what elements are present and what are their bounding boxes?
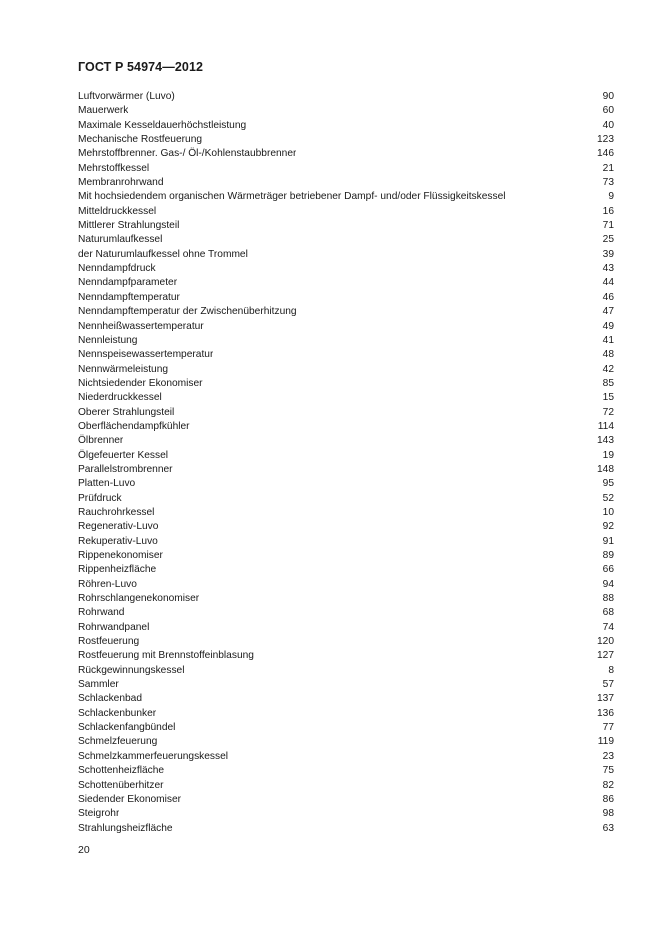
- index-entry: [78, 807, 614, 821]
- index-term: Nenndampftemperatur: [78, 291, 180, 303]
- index-page-ref: 75: [602, 765, 614, 777]
- index-entry: [78, 205, 614, 219]
- index-entry: [78, 563, 614, 577]
- index-entry: [78, 635, 614, 649]
- index-term: Strahlungsheizfläche: [78, 822, 173, 834]
- index-entry: [78, 793, 614, 807]
- index-term: Schottenheizfläche: [78, 765, 165, 777]
- index-term: Rohrwand: [78, 607, 125, 619]
- index-term: Rippenekonomiser: [78, 550, 163, 561]
- index-entry: [78, 291, 614, 305]
- index-term: Ölbrenner: [78, 435, 124, 447]
- index-page-ref: 72: [602, 406, 614, 418]
- index-entry: [78, 248, 614, 262]
- index-entry: [78, 592, 614, 606]
- index-page-ref: 86: [602, 793, 614, 805]
- index-page-ref: 91: [602, 535, 614, 547]
- index-page-ref: 41: [602, 334, 614, 346]
- index-term: Niederdruckkessel: [78, 392, 162, 404]
- index-page-ref: 95: [602, 478, 614, 490]
- index-term: Mit hochsiedendem organischen Wärmeträger betriebener Dampf- und/oder Flüssigkeitskessel: [78, 191, 506, 203]
- index-term: Schlackenbunker: [78, 707, 157, 719]
- index-page-ref: 143: [597, 435, 614, 447]
- index-page-ref: 48: [602, 349, 614, 361]
- alphabetical-index: [78, 90, 614, 836]
- index-page-ref: 94: [602, 578, 614, 590]
- index-entry: [78, 692, 614, 706]
- index-page-ref: 82: [602, 779, 614, 791]
- index-page-ref: 47: [602, 306, 614, 318]
- index-term: Mauerwerk: [78, 105, 129, 117]
- index-term: Rekuperativ-Luvo: [78, 535, 158, 547]
- index-entry: [78, 119, 614, 133]
- index-entry: [78, 549, 614, 563]
- index-term: Rippenheizfläche: [78, 564, 157, 576]
- index-entry: [78, 348, 614, 362]
- index-page-ref: 63: [602, 822, 614, 834]
- index-term: der Naturumlaufkessel ohne Trommel: [78, 248, 248, 260]
- index-page-ref: 85: [602, 377, 614, 389]
- index-page-ref: 23: [602, 750, 614, 762]
- index-page-ref: 119: [597, 736, 614, 748]
- index-term: Rostfeuerung: [78, 636, 140, 648]
- index-entry: [78, 535, 614, 549]
- index-term: Mechanische Rostfeuerung: [78, 134, 203, 146]
- index-entry: [78, 434, 614, 448]
- index-entry: [78, 276, 614, 290]
- index-entry: [78, 779, 614, 793]
- index-term: Schlackenbad: [78, 693, 143, 705]
- index-page-ref: 25: [602, 234, 614, 246]
- index-entry: [78, 764, 614, 778]
- index-page-ref: 146: [597, 148, 614, 160]
- index-page-ref: 136: [597, 707, 614, 719]
- index-page-ref: 137: [597, 693, 614, 705]
- index-entry: [78, 334, 614, 348]
- index-page-ref: 77: [602, 722, 614, 734]
- index-entry: [78, 678, 614, 692]
- index-page-ref: 40: [602, 119, 614, 131]
- index-entry: [78, 477, 614, 491]
- index-page-ref: 60: [602, 105, 614, 117]
- index-term: Nennwärmeleistung: [78, 363, 169, 375]
- index-term: Nenndampftemperatur der Zwischenüberhitzung: [78, 306, 297, 318]
- index-term: Rohrschlangenekonomiser: [78, 593, 200, 605]
- index-entry: [78, 735, 614, 749]
- index-entry: [78, 233, 614, 247]
- index-entry: [78, 190, 614, 204]
- index-term: Steigrohr: [78, 808, 120, 820]
- index-page-ref: 90: [602, 91, 614, 102]
- index-page-ref: 68: [602, 607, 614, 619]
- index-term: Schmelzfeuerung: [78, 736, 158, 748]
- index-term: Regenerativ-Luvo: [78, 521, 159, 533]
- index-page-ref: 21: [602, 162, 614, 174]
- index-term: Schottenüberhitzer: [78, 779, 164, 791]
- index-entry: [78, 463, 614, 477]
- index-entry: [78, 520, 614, 534]
- index-entry: [78, 262, 614, 276]
- index-page-ref: 120: [597, 636, 614, 648]
- index-term: Sammler: [78, 679, 119, 691]
- index-page-ref: 127: [597, 650, 614, 662]
- index-term: Ölgefeuerter Kessel: [78, 449, 169, 461]
- index-page-ref: 39: [602, 248, 614, 260]
- index-entry: [78, 621, 614, 635]
- index-entry: [78, 492, 614, 506]
- index-page-ref: 123: [597, 134, 614, 146]
- index-entry: [78, 90, 614, 104]
- index-entry: [78, 377, 614, 391]
- index-page-ref: 9: [608, 191, 614, 203]
- index-term: Rostfeuerung mit Brennstoffeinblasung: [78, 650, 254, 662]
- index-entry: [78, 219, 614, 233]
- index-entry: [78, 506, 614, 520]
- index-entry: [78, 750, 614, 764]
- index-entry: [78, 449, 614, 463]
- index-entry: [78, 162, 614, 176]
- index-entry: [78, 664, 614, 678]
- index-entry: [78, 104, 614, 118]
- index-entry: [78, 176, 614, 190]
- index-term: Nennspeisewassertemperatur: [78, 349, 214, 361]
- index-term: Platten-Luvo: [78, 478, 136, 490]
- index-entry: [78, 822, 614, 836]
- index-page-ref: 89: [602, 550, 614, 561]
- index-entry: [78, 721, 614, 735]
- index-page-ref: 148: [597, 463, 614, 475]
- index-entry: [78, 606, 614, 620]
- index-term: Prüfdruck: [78, 492, 122, 504]
- index-term: Mehrstoffbrenner. Gas-/ Öl-/Kohlenstaubbrenner: [78, 148, 297, 160]
- index-term: Maximale Kesseldauerhöchstleistung: [78, 119, 247, 131]
- index-term: Schlackenfangbündel: [78, 722, 176, 734]
- index-term: Nenndampfdruck: [78, 263, 156, 275]
- index-page-ref: 16: [602, 205, 614, 217]
- index-entry: [78, 391, 614, 405]
- index-entry: [78, 320, 614, 334]
- index-page-ref: 73: [602, 177, 614, 189]
- index-term: Schmelzkammerfeuerungskessel: [78, 750, 229, 762]
- index-term: Rückgewinnungskessel: [78, 664, 185, 676]
- index-term: Luftvorwärmer (Luvo): [78, 91, 175, 102]
- index-term: Mitteldruckkessel: [78, 205, 157, 217]
- index-page-ref: 52: [602, 492, 614, 504]
- index-page-ref: 57: [602, 679, 614, 691]
- index-term: Rohrwandpanel: [78, 621, 150, 633]
- index-page-ref: 15: [602, 392, 614, 404]
- index-page-ref: 49: [602, 320, 614, 332]
- index-term: Rauchrohrkessel: [78, 506, 155, 518]
- index-term: Oberflächendampfkühler: [78, 420, 190, 432]
- index-entry: [78, 133, 614, 147]
- index-entry: [78, 147, 614, 161]
- index-term: Nennheißwassertemperatur: [78, 320, 204, 332]
- index-page-ref: 98: [602, 808, 614, 820]
- index-page-ref: 42: [602, 363, 614, 375]
- index-page-ref: 92: [602, 521, 614, 533]
- index-page-ref: 44: [602, 277, 614, 289]
- index-term: Röhren-Luvo: [78, 578, 137, 590]
- index-page-ref: 43: [602, 263, 614, 275]
- index-term: Nennleistung: [78, 334, 138, 346]
- index-term: Membranrohrwand: [78, 177, 164, 189]
- index-page-ref: 66: [602, 564, 614, 576]
- index-entry: [78, 305, 614, 319]
- index-entry: [78, 420, 614, 434]
- index-term: Siedender Ekonomiser: [78, 793, 182, 805]
- index-entry: [78, 363, 614, 377]
- document-header: ГОСТ Р 54974—2012: [78, 60, 204, 74]
- index-page-ref: 71: [602, 220, 614, 232]
- index-term: Naturumlaufkessel: [78, 234, 163, 246]
- index-entry: [78, 406, 614, 420]
- index-entry: [78, 578, 614, 592]
- index-page-ref: 10: [602, 506, 614, 518]
- index-term: Mehrstoffkessel: [78, 162, 150, 174]
- index-term: Oberer Strahlungsteil: [78, 406, 175, 418]
- index-term: Nichtsiedender Ekonomiser: [78, 377, 203, 389]
- page-number: 20: [78, 844, 90, 856]
- index-page-ref: 19: [602, 449, 614, 461]
- index-page-ref: 114: [597, 420, 614, 432]
- index-term: Parallelstrombrenner: [78, 463, 173, 475]
- index-entry: [78, 707, 614, 721]
- index-term: Mittlerer Strahlungsteil: [78, 220, 180, 232]
- index-term: Nenndampfparameter: [78, 277, 178, 289]
- index-page-ref: 88: [602, 593, 614, 605]
- index-page-ref: 46: [602, 291, 614, 303]
- index-entry: [78, 649, 614, 663]
- index-page-ref: 74: [602, 621, 614, 633]
- index-page-ref: 8: [608, 664, 614, 676]
